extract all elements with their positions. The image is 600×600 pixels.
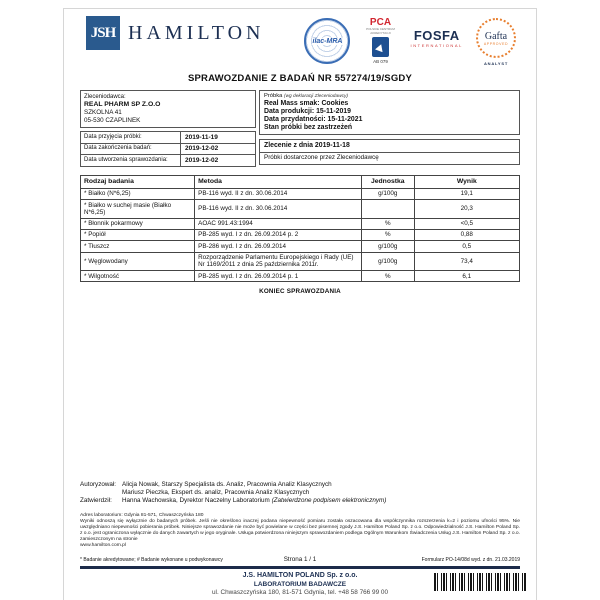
result-parameter: * Wilgotność (81, 271, 195, 282)
result-unit: % (361, 271, 414, 282)
website-text: www.hamilton.com.pl (80, 542, 126, 548)
result-parameter: * Popiół (81, 229, 195, 240)
pca-badge-icon (363, 18, 397, 64)
header-rodzaj-badania: Rodzaj badania (81, 175, 195, 188)
results-table (80, 175, 520, 283)
date-label: Data zakończenia badań: (81, 144, 181, 155)
sample-box (259, 90, 520, 135)
report-page (63, 8, 537, 600)
result-unit: % (361, 218, 414, 229)
page-number: Strona 1 / 1 (283, 555, 317, 563)
result-value: 19,1 (414, 188, 519, 199)
footer-department: LABORATORIUM BADAWCZE (253, 580, 347, 588)
accreditation-legend: * Badanie akredytowane; # Badanie wykonane u podwykonawcy (80, 556, 223, 563)
bottom-section (80, 481, 520, 597)
result-method: PB-116 wyd. II z dn. 30.06.2014 (195, 188, 362, 199)
date-label: Data utworzenia sprawozdania: (81, 155, 181, 166)
sample-line: Real Mass smak: Cookies (264, 99, 349, 107)
client-address-1: SZKOLNA 41 (84, 109, 122, 116)
date-row (81, 155, 255, 166)
result-value: 20,3 (414, 200, 519, 219)
order-date: Zlecenie z dnia 2019-11-18 (260, 140, 519, 153)
result-method: PB-285 wyd. I z dn. 26.09.2014 p. 1 (195, 271, 362, 282)
company-logo (86, 16, 264, 50)
approved-person (122, 497, 520, 505)
result-unit: g/100g (361, 252, 414, 271)
result-row (81, 252, 520, 271)
result-unit: g/100g (361, 241, 414, 252)
end-of-report-note: KONIEC SPRAWOZDANIA (259, 288, 341, 296)
report-title: SPRAWOZDANIE Z BADAŃ NR 557274/19/SGDY (187, 73, 413, 84)
result-method: PB-285 wyd. I z dn. 26.09.2014 p. 2 (195, 229, 362, 240)
results-header-row (81, 175, 520, 188)
result-unit: % (361, 229, 414, 240)
approved-signature-note: (Zatwierdzone podpisem elektronicznym) (271, 496, 387, 504)
sample-line: Stan próbki bez zastrzeżeń (264, 124, 353, 132)
result-parameter: * Białko w suchej masie (Białko N*6,25) (81, 200, 195, 219)
pca-number: AB 079 (373, 59, 388, 64)
result-value: 6,1 (414, 271, 519, 282)
gafta-caption: ANALYST (483, 61, 509, 66)
client-label: Zleceniodawca: (84, 94, 126, 100)
footer-legend-row (80, 556, 520, 563)
result-method: AOAC 991.43:1994 (195, 218, 362, 229)
result-row (81, 218, 520, 229)
form-number: Formularz PO-14/08d wyd. z dn. 21.03.2019 (421, 556, 521, 563)
accreditation-badges (304, 18, 520, 66)
footer-company-name: J.S. HAMILTON POLAND Sp. z o.o. (242, 572, 358, 580)
ilac-mra-badge-icon (304, 18, 350, 64)
jsh-monogram-icon: JSH (86, 16, 120, 50)
sample-label-note: (wg deklaracji Zleceniodawcy) (284, 93, 348, 99)
result-method: PB-286 wyd. I z dn. 26.09.2014 (195, 241, 362, 252)
header-jednostka: Jednostka (361, 175, 414, 188)
ilac-label: ilac-MRA (312, 37, 343, 45)
authorization-block (80, 481, 520, 504)
fosfa-title: FOSFA (413, 28, 460, 43)
barcode-icon (434, 573, 526, 591)
fosfa-badge-icon (410, 29, 463, 48)
result-method: Rozporządzenie Parlamentu Europejskiego i Rady (UE) Nr 1169/2011 z dnia 25 października 2011r. (195, 252, 362, 271)
sample-label-text: Próbka (264, 92, 283, 99)
sample-line: Data produkcji: 15-11-2019 (264, 107, 351, 115)
pca-subtitle: POLSKIE CENTRUM AKREDYTACJI (366, 27, 395, 35)
disclaimer-text: Wyniki odnoszą się wyłącznie do badanych próbek. Jeśli nie określono inaczej podana niepewność pomiaru została oszacowana dla współczynnika rozszerzenia k=2 i poziomu ufności 95%. Nie uwzględniano niepewności pobierania próbek. Niniejsze sprawozdanie nie może być powielane w części bez pisemnej zgody J.S. Hamilton Poland Sp. z o.o. Odpowiedzialność J.S. Hamilton Poland Sp. z o.o. jest ograniczona wyłącznie do danych zawartych w jego oryginale. Usługa potwierdzona niniejszym sprawozdaniem podlega Ogólnym Warunkom Świadczenia Usług J.S. Hamilton Poland Sp. z o.o. zamieszczonym na stronie (80, 519, 520, 543)
gafta-title: Gafta (484, 30, 508, 42)
authorized-person-2: Mariusz Pieczka, Ekspert ds. analiz, Pracownia Analiz Klasycznych (122, 488, 310, 496)
pca-title: PCA (369, 17, 392, 28)
result-method: PB-116 wyd. II z dn. 30.06.2014 (195, 200, 362, 219)
client-address-2: 05-530 CZAPLINEK (84, 117, 141, 124)
header (80, 9, 520, 66)
result-parameter: * Białko (N*6,25) (81, 188, 195, 199)
header-metoda: Metoda (195, 175, 362, 188)
date-value: 2019-11-19 (185, 133, 218, 141)
footer-divider-bar (80, 566, 520, 570)
lab-address-line: Adres laboratorium: Gdynia 81-571, Chwaszczyńska 180 (80, 513, 204, 519)
authorized-person-1: Alicja Nowak, Starszy Specjalista ds. Analiz, Pracownia Analiz Klasycznych (122, 481, 332, 488)
company-footer (80, 572, 520, 597)
result-row (81, 229, 520, 240)
info-section (80, 90, 520, 167)
legal-block (80, 513, 520, 548)
gafta-subtitle: APPROVED (483, 41, 509, 46)
result-row (81, 188, 520, 199)
result-row (81, 241, 520, 252)
order-delivery: Próbki dostarczone przez Zleceniodawcę (264, 154, 379, 161)
result-parameter: * Węglowodany (81, 252, 195, 271)
brand-name: HAMILTON (128, 21, 265, 44)
dates-box (80, 131, 256, 167)
result-value: 0,88 (414, 229, 519, 240)
pca-symbol-icon (372, 37, 389, 57)
authorized-label: Autoryzował: (80, 481, 117, 488)
result-row (81, 271, 520, 282)
result-unit: g/100g (361, 188, 414, 199)
result-value: <0,5 (414, 218, 519, 229)
sample-line: Data przydatności: 15-11-2021 (264, 116, 363, 124)
date-row (81, 132, 255, 144)
result-parameter: * Błonnik pokarmowy (81, 218, 195, 229)
date-label: Data przyjęcia próbki: (81, 132, 181, 143)
date-value: 2019-12-02 (185, 145, 219, 152)
result-parameter: * Tłuszcz (81, 241, 195, 252)
result-row (81, 200, 520, 219)
approved-person-name: Hanna Wachowska, Dyrektor Naczelny Laboratorium (122, 496, 272, 504)
client-box (80, 90, 256, 128)
sample-label (264, 93, 515, 100)
approved-label: Zatwierdził: (80, 496, 112, 504)
header-wynik: Wynik (414, 175, 519, 188)
date-row (81, 144, 255, 156)
result-value: 73,4 (414, 252, 519, 271)
result-unit (361, 200, 414, 219)
gafta-badge-icon (476, 18, 516, 66)
footer-address: ul. Chwaszczyńska 180, 81-571 Gdynia, tel. +48 58 766 99 00 (211, 588, 389, 596)
order-box (259, 139, 520, 165)
fosfa-subtitle: INTERNATIONAL (410, 43, 463, 48)
result-value: 0,5 (414, 241, 519, 252)
date-value: 2019-12-02 (185, 156, 219, 164)
client-name: REAL PHARM SP Z.O.O (84, 101, 161, 108)
